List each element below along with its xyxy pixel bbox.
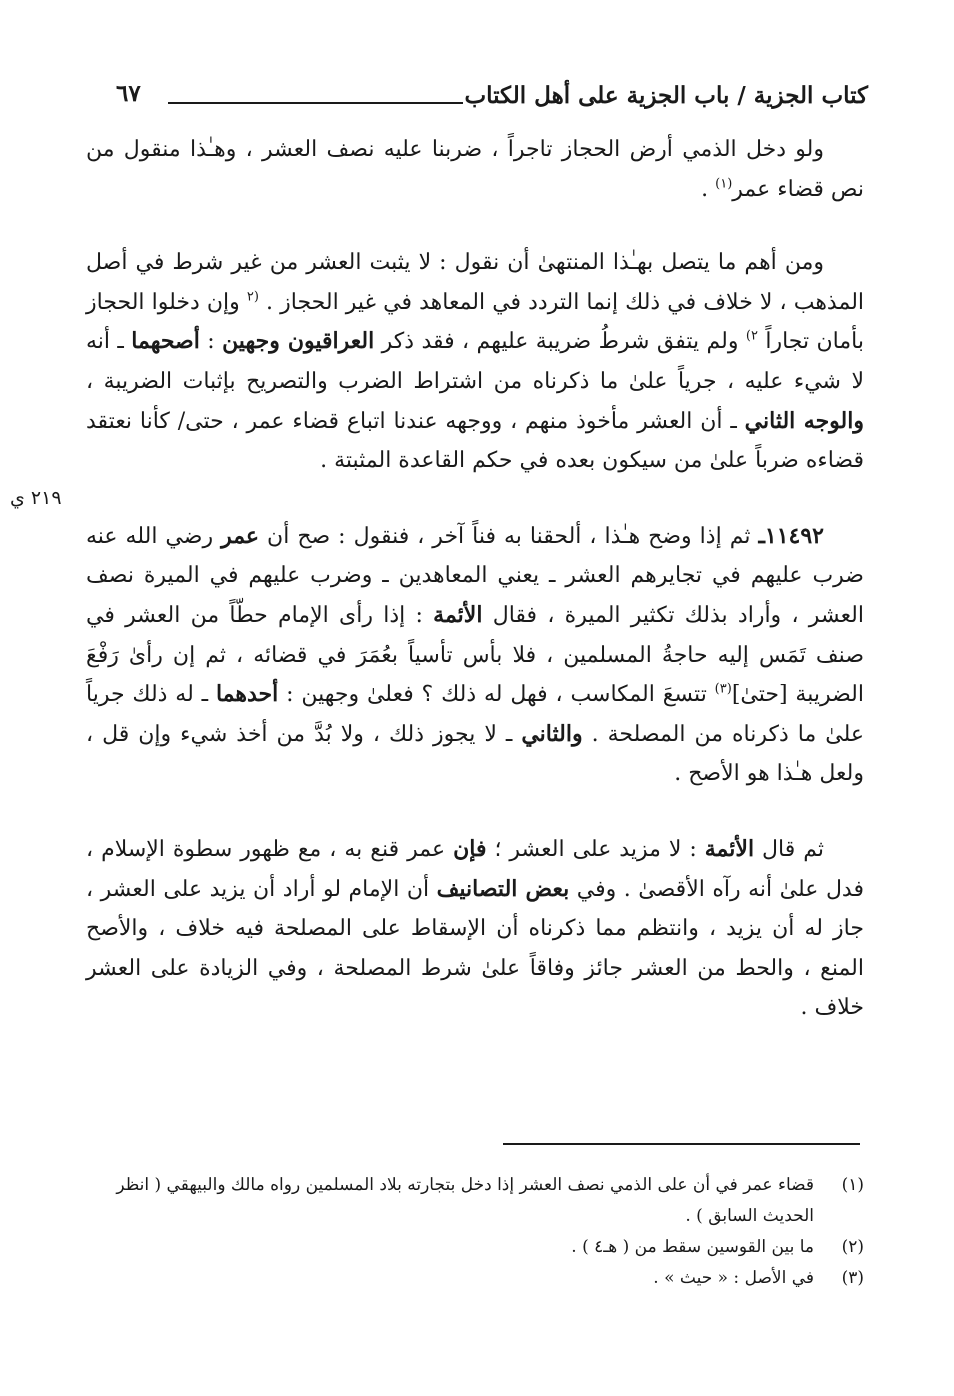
text-run: تتسعَ المكاسب ، فهل له ذلك ؟ فعلىٰ وجهين : — [278, 682, 715, 708]
footnotes — [86, 1170, 864, 1294]
footnote-ref: (١) — [715, 176, 733, 192]
bold-term: بعض التصانيف — [436, 875, 570, 902]
footnote-ref: (٢ — [246, 289, 259, 305]
bold-term: أصحهما — [131, 328, 200, 355]
footnote-number: (٢) — [841, 1237, 864, 1257]
bold-term: فإن — [453, 835, 487, 862]
footnote-ref: (٣) — [714, 681, 732, 697]
bold-term: الأئمة — [704, 835, 755, 862]
paragraph — [86, 517, 864, 794]
running-title: كتاب الجزية / باب الجزية على أهل الكتاب — [464, 82, 868, 109]
paragraph — [86, 130, 864, 209]
text-run: : لا مزيد على العشر ؛ — [486, 836, 705, 862]
main-text — [86, 130, 864, 1064]
footnote-text: في الأصل : « حيث » . — [653, 1268, 814, 1288]
text-run: ـ له ذلك جرياً علىٰ ما ذكرناه من المصلحة . — [86, 682, 864, 747]
text-run: رضي الله عنه ضرب عليهم في تجايرهم العشر ـ يعني المعاهدين ـ وضرب عليهم في الميرة نصف العشر ، وأراد بذلك تكثير الميرة ، فقال — [86, 523, 864, 628]
footnote — [86, 1263, 864, 1294]
text-run: أن الإمام لو أراد أن يزيد على العشر ، جاز له أن يزيد ، وانتظم مما ذكرناه أن الإسقاط على المصلحة فيه خلاف ، والأصح المنع ، والحط من العشر جائز وفاقاً علىٰ شرط المصلحة ، وفي الزيادة على العشر خلاف . — [86, 876, 864, 1021]
bold-term: والثاني — [521, 720, 583, 747]
page-number: ٦٧ — [116, 80, 141, 107]
bold-term: والوجه الثاني — [744, 407, 864, 434]
text-run: . — [701, 176, 716, 202]
header-rule — [168, 102, 463, 104]
footnote-separator — [503, 1143, 860, 1145]
text-run: ـ أن العشر مأخوذ منهم ، ووجهه عندنا اتباع قضاء عمر ، حتى/ كأنا نعتقد قضاءه ضرباً علىٰ من سيكون بعده في حكم القاعدة المثبتة . — [86, 408, 864, 474]
bold-term: عمر — [221, 522, 260, 549]
text-run: وإن دخلوا الحجاز بأمان تجاراً — [86, 289, 864, 355]
text-run: ولم يتفق شرطُ ضريبة عليهم ، فقد ذكر — [374, 329, 746, 355]
bold-term: العراقيون وجهين — [222, 328, 375, 355]
page-header — [108, 78, 868, 118]
text-run: : إذا رأى الإمام حطّاً من العشر في صنف تَمَس إليه حاجةُ المسلمين ، فلا بأس تأسياً بعُمَرَ في قضائه ، ثم إن رأىٰ رَفْعَ الضريبة [حتىٰ] — [86, 602, 864, 708]
bold-term: ١١٤٩٢ـ — [758, 522, 824, 549]
text-run: : — [199, 329, 223, 355]
text-run: ـ أنه لا شيء عليه ، جرياً علىٰ ما ذكرناه من اشتراط الضرب والتصريح بإثبات الضريبة ، — [86, 329, 864, 394]
footnote-ref: ٢) — [745, 329, 758, 345]
footnote — [86, 1232, 864, 1263]
text-run: عمر قنع به ، مع ظهور سطوة الإسلام ، فدل علىٰ أنه رآه الأقصىٰ . وفي — [86, 836, 864, 902]
paragraph — [86, 830, 864, 1028]
bold-term: أحدهما — [215, 681, 279, 708]
text-run: ـ لا يجوز ذلك ، ولا بُدَّ من أخذ شيء وإن قل ، ولعل هـٰذا هو الأصح . — [86, 721, 864, 787]
text-run: ثم إذا وضح هـٰذا ، ألحقنا به فناً آخر ، فنقول : صح أن — [259, 523, 759, 549]
margin-note: ٢١٩ ي — [10, 487, 62, 509]
text-run: ومن أهم ما يتصل بهـٰذا المنتهىٰ أن نقول : لا يثبت العشر من غير شرط في أصل المذهب ، لا خلاف في ذلك إنما التردد في المعاهد في غير الحجاز . — [86, 250, 865, 315]
footnote-text: قضاء عمر في أن على الذمي نصف العشر إذا دخل بتجارته بلاد المسلمين رواه مالك والبيهقي ( انظر الحديث السابق ) . — [116, 1175, 814, 1226]
text-run: ولو دخل الذمي أرض الحجاز تاجراً ، ضربنا عليه نصف العشر ، وهـٰذا منقول من نص قضاء عمر — [86, 137, 864, 202]
bold-term: الأئمة — [433, 601, 483, 628]
text-run: ثم قال — [754, 836, 824, 862]
footnote-text: ما بين القوسين سقط من ( هـ٤ ) . — [571, 1237, 814, 1257]
footnote-number: (١) — [841, 1175, 864, 1195]
footnote — [86, 1170, 864, 1232]
footnote-number: (٣) — [841, 1268, 864, 1288]
paragraph — [86, 243, 864, 481]
